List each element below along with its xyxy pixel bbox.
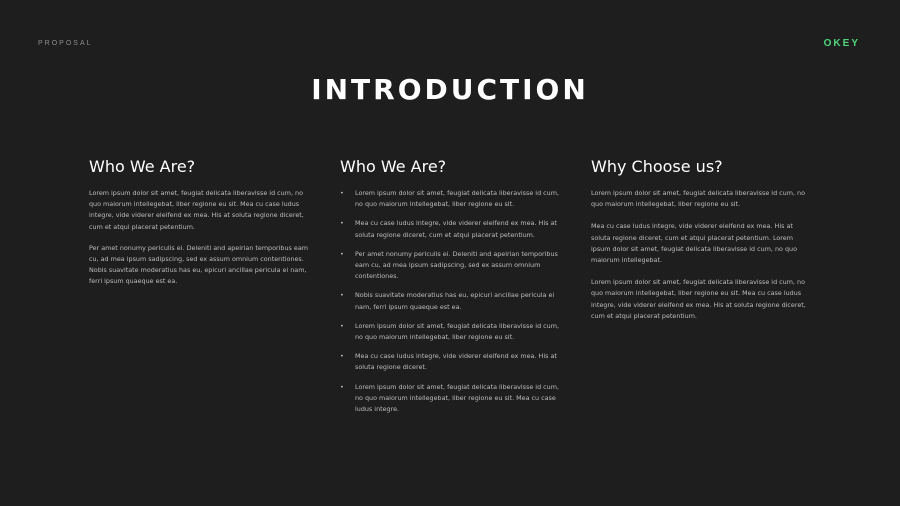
list-item	[340, 218, 562, 240]
bullet-icon: •	[340, 189, 344, 197]
list-item-text: Per amet nonumy periculis ei. Deleniti and apeirian temporibus eam cu, ad mea ipsum sadipscing, sed ex assum omnium contentiones.	[355, 249, 558, 281]
bullet-icon: •	[340, 382, 344, 391]
brand-logo-text: OKEY	[823, 38, 860, 49]
column-heading: Why Choose us?	[591, 157, 723, 176]
bullet-icon: •	[340, 291, 344, 300]
list-item	[340, 382, 562, 416]
list-item	[340, 321, 562, 343]
list-item	[340, 188, 562, 210]
bullet-icon: •	[340, 352, 344, 361]
list-item	[340, 351, 562, 373]
list-item-text: Lorem ipsum dolor sit amet, feugiat delicata liberavisse id cum, no quo maiorum intellegebat, liber regione eu sit. Mea cu case ludus integre.	[355, 382, 559, 414]
column-heading: Who We Are?	[89, 157, 196, 176]
list-item-text: Mea cu case ludus integre, vide viderer eleifend ex mea. His at soluta regione diceret, cum et atqui placerat petentium.	[355, 219, 557, 239]
column-paragraph: Lorem ipsum dolor sit amet, feugiat delicata liberavisse id cum, no quo maiorum intellegebat, liber regione eu sit. Mea cu case ludus integre, vide viderer eleifend ex mea. His at soluta regione diceret, cum et atqui placerat petentium.	[89, 189, 304, 231]
list-item-text: Nobis suavitate moderatius has eu, epicuri ancillae pericula ei nam, ferri ipsum quaeque est ea.	[355, 291, 555, 311]
bullet-list	[340, 188, 562, 415]
list-item	[340, 290, 562, 312]
column-who-we-are-2	[340, 158, 562, 423]
list-item-text: Mea cu case ludus integre, vide viderer eleifend ex mea. His at soluta regione diceret.	[355, 352, 557, 372]
bullet-icon: •	[340, 219, 344, 228]
column-why-choose-us	[591, 158, 813, 333]
list-item-text: Lorem ipsum dolor sit amet, feugiat delicata liberavisse id cum, no quo maiorum intellegebat, liber regione eu sit.	[355, 189, 559, 209]
column-heading: Who We Are?	[340, 157, 447, 176]
page-title: INTRODUCTION	[311, 73, 589, 106]
column-who-we-are-1	[89, 158, 311, 298]
column-paragraph: Lorem ipsum dolor sit amet, feugiat delicata liberavisse id cum, no quo maiorum intellegebat, liber regione eu sit.	[591, 189, 805, 209]
bullet-icon: •	[340, 321, 344, 330]
list-item-text: Lorem ipsum dolor sit amet, feugiat delicata liberavisse id cum, no quo maiorum intellegebat, liber regione eu sit.	[355, 321, 559, 342]
column-paragraph: Mea cu case ludus integre, vide viderer eleifend ex mea. His at soluta regione diceret, cum et atqui placerat petentium. Lorem ipsum dolor sit amet, feugiat delicata liberavisse id cum, no quo maiorum intellegebat.	[591, 222, 797, 265]
bullet-icon: •	[340, 249, 344, 258]
column-paragraph: Lorem ipsum dolor sit amet, feugiat delicata liberavisse id cum, no quo maiorum intellegebat, liber regione eu sit. Mea cu case ludus integre, vide viderer eleifend ex mea. His at soluta regione diceret, cum et atqui placerat petentium.	[591, 278, 806, 320]
list-item	[340, 249, 562, 283]
proposal-label: PROPOSAL	[38, 40, 93, 47]
column-paragraph: Per amet nonumy periculis ei. Deleniti and apeirian temporibus eam cu, ad mea ipsum sadipscing, sed ex assum omnium contentiones. Nobis suavitate moderatius has eu, epicuri ancillae pericula ei nam, ferri ipsum quaeque est ea.	[89, 243, 308, 286]
